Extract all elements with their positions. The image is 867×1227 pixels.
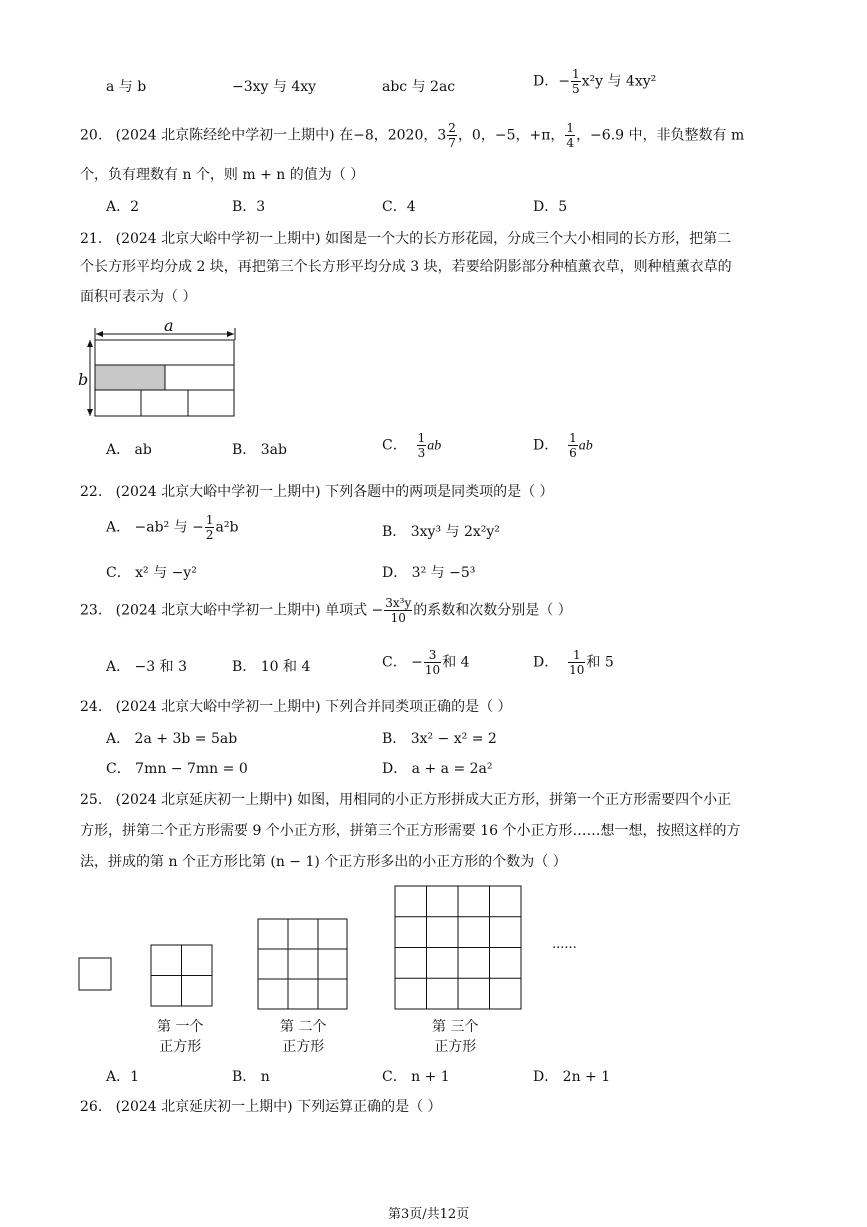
q21-option-c: C． $\frac{1}{3}$ ab (382, 431, 442, 460)
q24-option-b: B． 3x² − x² = 2 (382, 731, 497, 747)
q22-stem: 22. (2024 北京大峪中学初一上期中) 下列各题中的两项是同类项的是（ ） (80, 484, 554, 500)
q23-stem: 23. (2024 北京大峪中学初一上期中) 单项式 − $\frac{\text{3x³y}}{10}$ 的系数和次数分别是（ ） (80, 596, 572, 625)
q22-option-b: B． 3xy³ 与 2x²y² (382, 524, 500, 540)
q22-option-d: D． 3² 与 −5³ (382, 565, 476, 581)
q23-option-d: D． $\frac{1}{10}$ 和 5 (533, 648, 614, 677)
q20-option-a: A．2 (106, 199, 140, 215)
q23-option-b: B． 10 和 4 (232, 659, 311, 675)
q26-stem: 26. (2024 北京延庆初一上期中) 下列运算正确的是（ ） (80, 1099, 442, 1115)
q21-stem-line2: 个长方形平均分成 2 块，再把第三个长方形平均分成 3 块，若要给阴影部分种植薰衣草，则种植薰衣草的 (80, 259, 732, 275)
q24-stem: 24. (2024 北京大峪中学初一上期中) 下列合并同类项正确的是（ ） (80, 699, 512, 715)
q20-option-c: C．4 (382, 199, 416, 215)
q25-option-a: A．1 (106, 1069, 140, 1085)
q19-option-d: D．− $\frac{1}{5}$ x²y 与 4xy² (533, 67, 657, 96)
q20-stem-line2: 个，负有理数有 n 个，则 m + n 的值为（ ） (80, 167, 365, 183)
q19-option-b: −3xy 与 4xy (232, 79, 317, 95)
q25-option-d: D． 2n + 1 (533, 1069, 611, 1085)
q25-stem-line1: 25. (2024 北京延庆初一上期中) 如图，用相同的小正方形拼成大正方形，拼第一个正方形需要四个小正 (80, 792, 732, 808)
q20-option-b: B．3 (232, 199, 266, 215)
q24-option-d: D． a + a = 2a² (382, 761, 493, 777)
q21-option-b: B． 3ab (232, 442, 287, 458)
caption-first: 第 一个 正方形 (157, 1019, 204, 1055)
q21-option-d: D． $\frac{1}{6}$ ab (533, 431, 593, 460)
q21-stem-line1: 21. (2024 北京大峪中学初一上期中) 如图是一个大的长方形花园，分成三个大小相同的长方形，把第二 (80, 231, 732, 247)
q25-stem-line3: 法，拼成的第 n 个正方形比第 (n − 1) 个正方形多出的小正方形的个数为（ ） (80, 854, 567, 870)
q20-option-d: D．5 (533, 199, 568, 215)
page-footer: 第3页/共12页 (388, 1207, 470, 1222)
label-a: a (164, 316, 174, 335)
q25-option-c: C． n + 1 (382, 1069, 450, 1085)
q24-option-c: C． 7mn − 7mn = 0 (106, 761, 248, 777)
q21-stem-line3: 面积可表示为（ ） (80, 289, 197, 305)
q20-stem: 20. (2024 北京陈经纶中学初一上期中) 在−8，2020，3 $\frac{2}{7}$ ，0，−5，+π， $\frac{1}{4}$ ，−6.9 中，非负整数有 m (80, 121, 745, 150)
caption-third: 第 三个 正方形 (432, 1019, 479, 1055)
q21-option-a: A． ab (106, 442, 152, 458)
q25-ellipsis: ...... (552, 937, 577, 952)
q19-option-a: a 与 b (106, 79, 147, 95)
caption-second: 第 二个 正方形 (280, 1019, 327, 1055)
q22-option-a: A． −ab² 与 − $\frac{1}{2}$ a²b (106, 513, 239, 542)
q23-option-a: A． −3 和 3 (106, 659, 188, 675)
q25-stem-line2: 方形，拼第二个正方形需要 9 个小正方形，拼第三个正方形需要 16 个小正方形……想一想，按照这样的方 (80, 823, 741, 839)
q25-option-b: B． n (232, 1069, 270, 1085)
q19-option-c: abc 与 2ac (382, 79, 456, 95)
q24-option-a: A． 2a + 3b = 5ab (106, 731, 238, 747)
q22-option-c: C． x² 与 −y² (106, 565, 197, 581)
label-b: b (78, 370, 89, 389)
q23-option-c: C． − $\frac{3}{10}$ 和 4 (382, 648, 470, 677)
